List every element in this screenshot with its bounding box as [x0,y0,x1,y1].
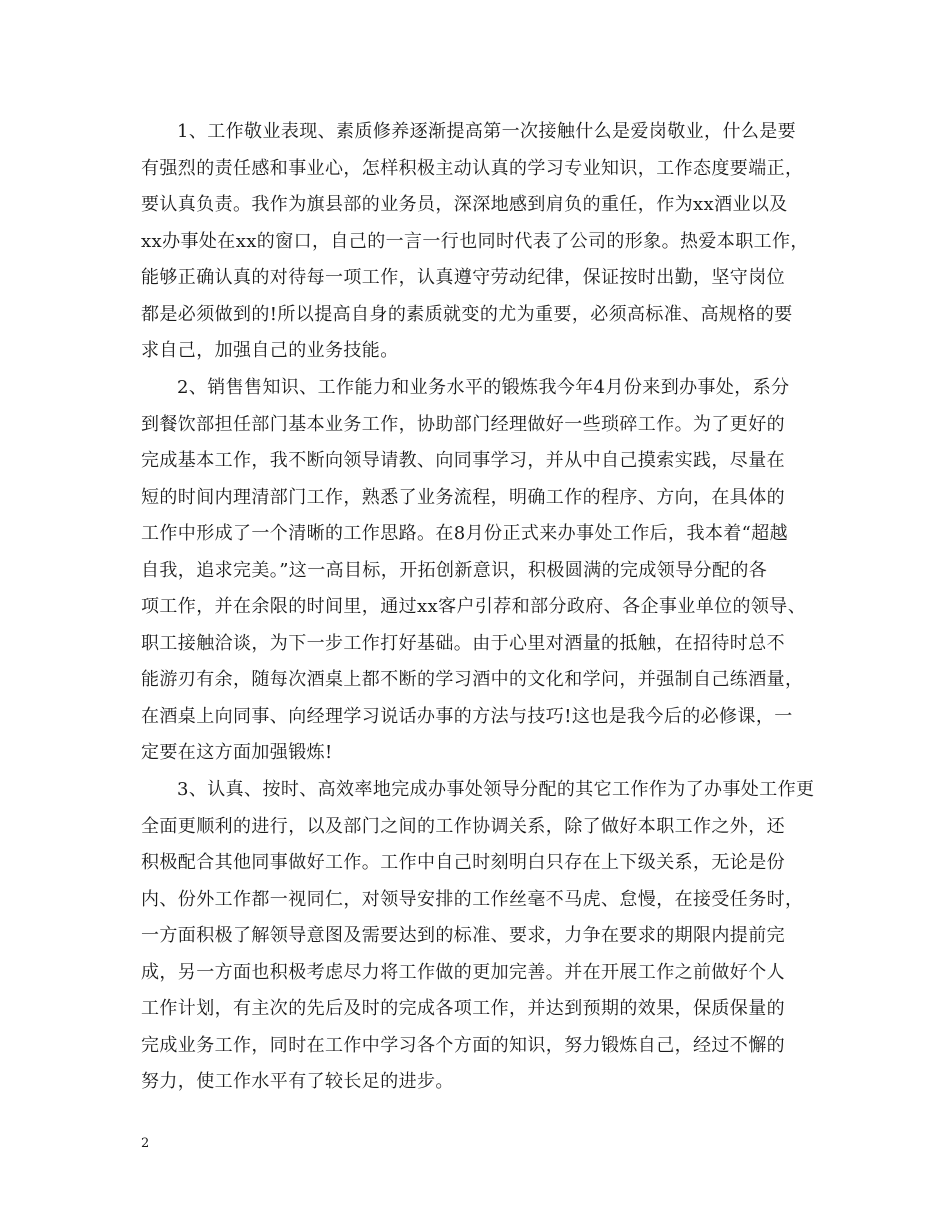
text-line: 在酒桌上向同事、向经理学习说话办事的方法与技巧!这也是我今后的必修课，一 [141,705,793,727]
text-line: 能游刃有余，随每次酒桌上都不断的学习酒中的文化和学问，并强制自己练酒量， [141,669,804,690]
text-line: 自我，追求完美。”这一高目标，开拓创新意识，积极圆满的完成领导分配的各 [141,559,768,581]
paragraph-3 [141,772,821,1101]
text-line: 完成基本工作，我不断向领导请教、向同事学习，并从中自己摸索实践，尽量在 [141,450,785,471]
text-line: 都是必须做到的!所以提高自身的素质就变的尤为重要，必须高标准、高规格的要 [141,303,793,325]
text-line: 短的时间内理清部门工作，熟悉了业务流程，明确工作的程序、方向，在具体的 [141,486,785,508]
text-line: 项工作，并在余限的时间里，通过xx客户引荐和部分政府、各企事业单位的领导、 [141,596,807,617]
text-line: 一方面积极了解领导意图及需要达到的标准、要求，力争在要求的期限内提前完 [141,925,785,946]
text-line: 定要在这方面加强锻炼! [141,742,333,763]
text-line: 到餐饮部担任部门基本业务工作，协助部门经理做好一些琐碎工作。为了更好的 [141,413,785,435]
text-line: 有强烈的责任感和事业心，怎样积极主动认真的学习专业知识，工作态度要端正， [141,157,804,179]
text-line: 2、销售售知识、工作能力和业务水平的锻炼我今年4月份来到办事处，系分 [177,377,790,398]
text-line: 3、认真、按时、高效率地完成办事处领导分配的其它工作作为了办事处工作更 [177,779,815,800]
text-line: 努力，使工作水平有了较长足的进步。 [141,1071,454,1092]
text-line: 求自己，加强自己的业务技能。 [141,340,399,361]
text-line: 工作中形成了一个清晰的工作思路。在8月份正式来办事处工作后，我本着“超越 [141,523,789,544]
text-line: 完成业务工作，同时在工作中学习各个方面的知识，努力锻炼自己，经过不懈的 [141,1034,785,1056]
text-line: 工作计划，有主次的先后及时的完成各项工作，并达到预期的效果，保质保量的 [141,998,785,1019]
paragraph-1 [141,114,821,370]
text-line: xx办事处在xx的窗口，自己的一言一行也同时代表了公司的形象。热爱本职工作， [141,230,809,252]
text-line: 积极配合其他同事做好工作。工作中自己时刻明白只存在上下级关系，无论是份 [141,852,785,873]
paragraph-2 [141,370,821,772]
text-line: 全面更顺利的进行，以及部门之间的工作协调关系，除了做好本职工作之外，还 [141,815,785,837]
text-line: 要认真负责。我作为旗县部的业务员，深深地感到肩负的重任，作为xx酒业以及 [141,194,788,215]
text-line: 职工接触洽谈，为下一步工作打好基础。由于心里对酒量的抵触，在招待时总不 [141,632,785,654]
text-line: 成，另一方面也积极考虑尽力将工作做的更加完善。并在开展工作之前做好个人 [141,961,785,983]
text-line: 1、工作敬业表现、素质修养逐渐提高第一次接触什么是爱岗敬业，什么是要 [177,121,797,142]
page-number: 2 [141,1136,150,1151]
text-line: 能够正确认真的对待每一项工作，认真遵守劳动纪律，保证按时出勤，坚守岗位 [141,267,785,288]
text-line: 内、份外工作都一视同仁，对领导安排的工作丝毫不马虎、怠慢，在接受任务时， [141,888,804,910]
